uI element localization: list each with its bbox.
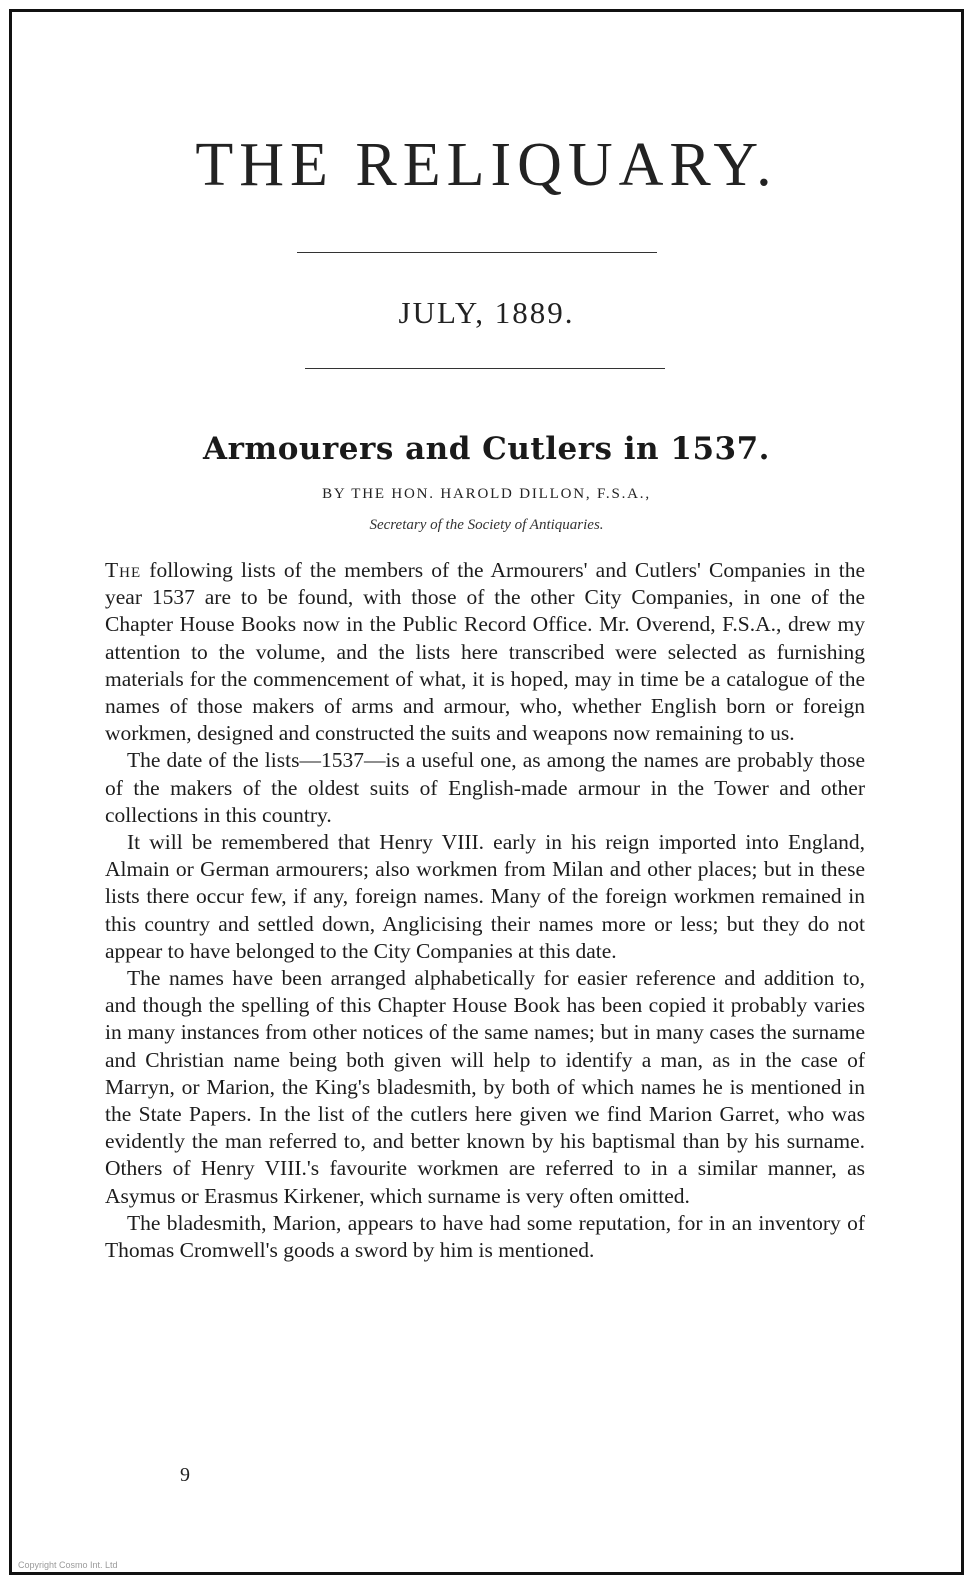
- paragraph-2: The date of the lists—1537—is a useful one, as among the names are probably those of the makers of the oldest suits of English-made armour in the Tower and other collections in this country.: [105, 748, 865, 827]
- article-title: Armourers and Cutlers in 1537.: [203, 431, 770, 467]
- paragraph-4: The names have been arranged alphabetically for easier reference and addition to, and though the spelling of this Chapter House Book has been copied it probably varies in many instances from other notices of the same names; but in many cases the surname and Christian name being both given will help to identify a man, as in the case of Marryn, or Marion, the King's bladesmith, by both of which names he is mentioned in the State Papers. In the list of the cutlers here given we find Marion Garret, who was evidently the man referred to, and better known by his baptismal than by his surname. Others of Henry VIII.'s favourite workmen are referred to in a similar manner, as Asymus or Erasmus Kirkener, which surname is very often omitted.: [105, 966, 865, 1208]
- title-divider: [297, 252, 657, 253]
- drop-word: The: [105, 558, 142, 582]
- page-frame: [9, 9, 964, 1575]
- paragraph-5: The bladesmith, Marion, appears to have had some reputation, for in an inventory of Thomas Cromwell's goods a sword by him is mentioned.: [105, 1210, 865, 1263]
- paragraph-3: It will be remembered that Henry VIII. early in his reign imported into England, Almain or German armourers; also workmen from Milan and other places; but in these lists there occur few, if any, foreign names. Many of the foreign workmen remained in this country and settled down, Anglicising their names more or less; but they do not appear to have belonged to the City Companies at this date.: [105, 830, 865, 963]
- author-byline: BY THE HON. HAROLD DILLON, F.S.A.,: [322, 486, 651, 502]
- issue-date: JULY, 1889.: [398, 295, 575, 330]
- article-body: [105, 557, 865, 1264]
- page-number: 9: [180, 1464, 190, 1486]
- author-affiliation: Secretary of the Society of Antiquaries.: [369, 517, 604, 533]
- paragraph-1: [105, 557, 865, 747]
- paragraph-1-text: following lists of the members of the Armourers' and Cutlers' Companies in the year 1537 are to be found, with those of the other City Companies, in one of the Chapter House Books now in the Public Record Office. Mr. Overend, F.S.A., drew my attention to the volume, and the lists here transcribed were selected as furnishing materials for the commencement of what, it is hoped, may in time be a catalogue of the names of those makers of arms and armour, who, whether English born or foreign workmen, designed and constructed the suits and weapons now remaining to us.: [105, 558, 865, 746]
- document-page: [12, 12, 961, 1572]
- date-divider: [305, 368, 665, 369]
- copyright-notice: Copyright Cosmo Int. Ltd: [18, 1560, 118, 1570]
- journal-title: THE RELIQUARY.: [195, 131, 778, 199]
